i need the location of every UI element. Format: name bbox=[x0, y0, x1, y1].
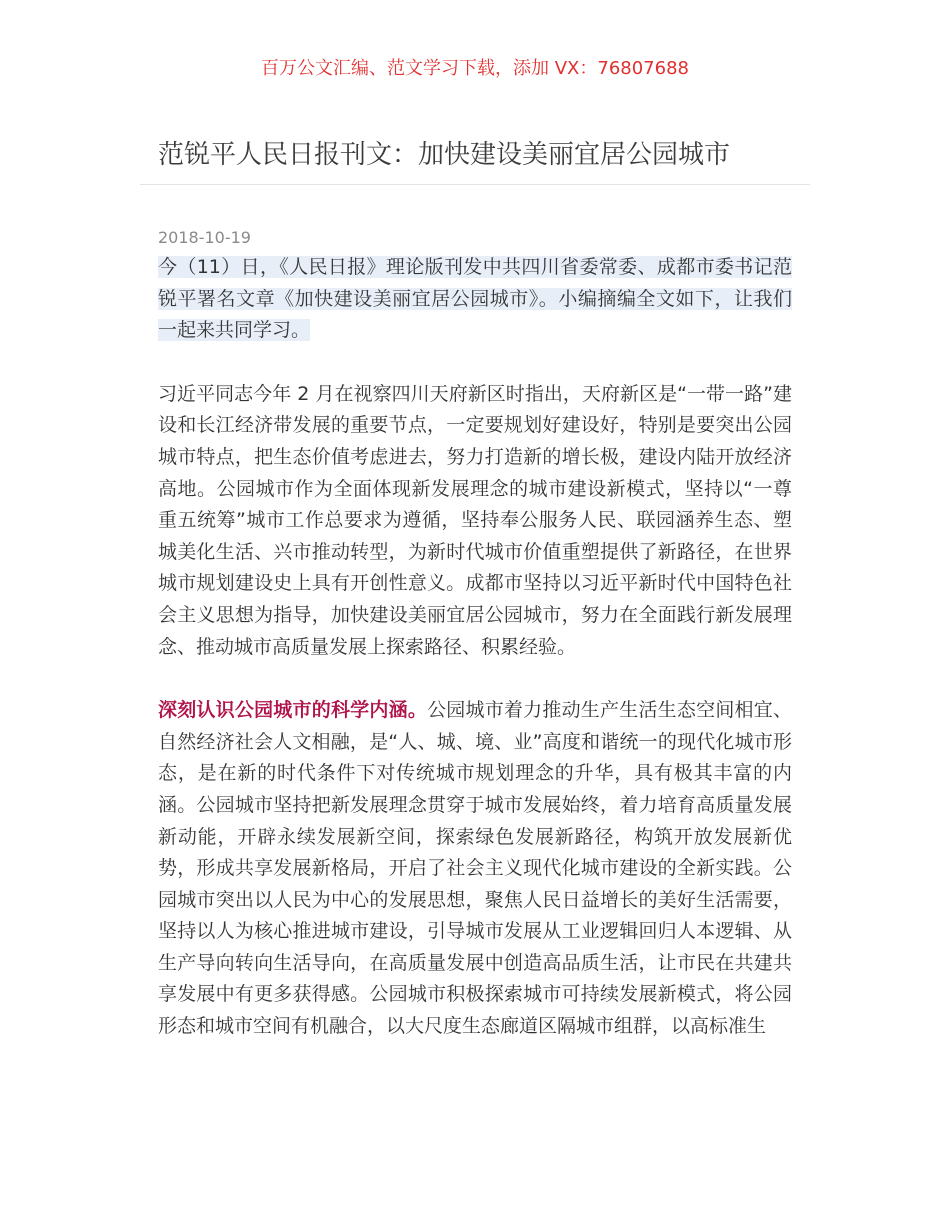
article-date: 2018-10-19 bbox=[158, 228, 251, 247]
intro-text: 今（11）日，《人民日报》理论版刊发中共四川省委常委、成都市委书记范锐平署名文章《加快建设美丽宜居公园城市》。小编摘编全文如下，让我们一起来共同学习。 bbox=[158, 256, 792, 342]
article-title: 范锐平人民日报刊文：加快建设美丽宜居公园城市 bbox=[158, 140, 731, 170]
promo-banner: 百万公文汇编、范文学习下载，添加 VX：76807688 bbox=[261, 58, 689, 79]
section-1-paragraph bbox=[158, 695, 792, 1043]
paragraph-1-text: 习近平同志今年 2 月在视察四川天府新区时指出，天府新区是“一带一路”建设和长江经济带发展的重要节点，一定要规划好建设好，特别是要突出公园城市特点，把生态价值考虑进去，努力打造新的增长极，建设内陆开放经济高地。公园城市作为全面体现新发展理念的城市建设新模式，坚持以“一尊重五统筹”城市工作总要求为遵循，坚持奉公服务人民、联园涵养生态、塑城美化生活、兴市推动转型，为新时代城市价值重塑提供了新路径，在世界城市规划建设史上具有开创性意义。成都市坚持以习近平新时代中国特色社会主义思想为指导，加快建设美丽宜居公园城市，努力在全面践行新发展理念、推动城市高质量发展上探索路径、积累经验。 bbox=[158, 382, 792, 658]
title-divider bbox=[140, 184, 810, 185]
section-1-heading: 深刻认识公园城市的科学内涵。 bbox=[158, 699, 428, 722]
article-body bbox=[158, 252, 792, 1075]
paragraph-1 bbox=[158, 379, 792, 663]
section-1-body: 公园城市着力推动生产生活生态空间相宜、自然经济社会人文相融，是“人、城、境、业”高度和谐统一的现代化城市形态，是在新的时代条件下对传统城市规划理念的升华，具有极其丰富的内涵。公园城市坚持把新发展理念贯穿于城市发展始终，着力培育高质量发展新动能，开辟永续发展新空间，探索绿色发展新路径，构筑开放发展新优势，形成共享发展新格局，开启了社会主义现代化城市建设的全新实践。公园城市突出以人民为中心的发展思想，聚焦人民日益增长的美好生活需要，坚持以人为核心推进城市建设，引导城市发展从工业逻辑回归人本逻辑、从生产导向转向生活导向，在高质量发展中创造高品质生活，让市民在共建共享发展中有更多获得感。公园城市积极探索城市可持续发展新模式，将公园形态和城市空间有机融合，以大尺度生态廊道区隔城市组群，以高标准生 bbox=[158, 699, 792, 1038]
intro-paragraph bbox=[158, 252, 792, 347]
